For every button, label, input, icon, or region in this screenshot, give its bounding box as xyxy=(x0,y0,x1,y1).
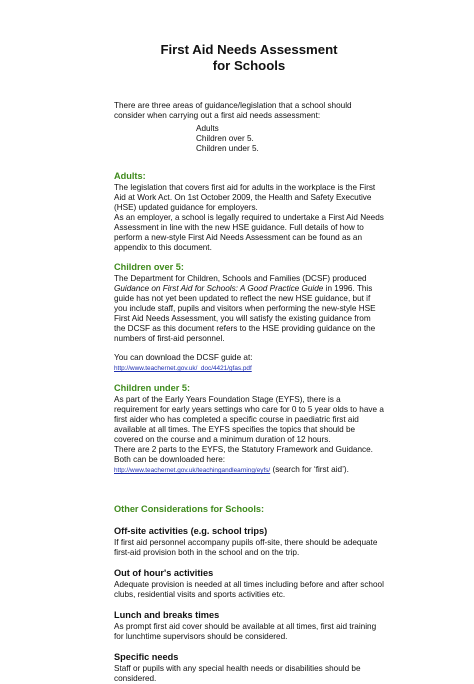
title-line-1: First Aid Needs Assessment xyxy=(160,42,338,57)
eyfs-link-suffix: (search for ‘first aid’). xyxy=(270,465,349,474)
dcsf-guide-title: Guidance on First Aid for Schools: A Good Practice Guide xyxy=(114,284,324,293)
other-considerations-heading: Other Considerations for Schools: xyxy=(114,504,265,514)
eyfs-link-line xyxy=(114,465,384,476)
specific-needs-paragraph: Staff or pupils with any special health needs or disabilities should be considered. xyxy=(114,664,361,683)
area-item: Adults xyxy=(196,124,219,133)
adults-paragraph-1: The legislation that covers first aid for adults in the workplace is the First Aid at Work Act. On 1st October 2009, the Health and Safety Executive (HSE) updated guidance for employers. xyxy=(114,183,376,212)
intro-paragraph: There are three areas of guidance/legislation that a school should consider when carrying out a first aid needs assessment: xyxy=(114,101,352,120)
out-of-hours-paragraph: Adequate provision is needed at all times including before and after school clubs, residential visits and sports activities etc. xyxy=(114,580,384,599)
under5-paragraph-2: There are 2 parts to the EYFS, the Statutory Framework and Guidance. Both can be downloaded here: xyxy=(114,445,373,464)
adults-heading: Adults: xyxy=(114,171,146,181)
offsite-heading: Off-site activities (e.g. school trips) xyxy=(114,526,268,536)
title-line-2: for Schools xyxy=(212,58,286,73)
under5-heading: Children under 5: xyxy=(114,383,191,393)
areas-list xyxy=(114,124,384,154)
lunch-breaks-heading: Lunch and breaks times xyxy=(114,610,220,620)
offsite-paragraph: If first aid personnel accompany pupils off-site, there should be adequate first-aid provision both in the school and on the trip. xyxy=(114,538,378,557)
area-item: Children under 5. xyxy=(196,144,259,153)
over5-text-post: in 1996. This guide has not yet been updated to reflect the new HSE guidance, but if you include staff, pupils and visitors when performing the new-style HSE First Aid Needs Assessment, you will satisfy the existing guidance from the DCSF as this document refers to the HSE providing guidance on the numbers of first-aid personnel. xyxy=(114,284,376,343)
under5-paragraph-1: As part of the Early Years Foundation Stage (EYFS), there is a requirement for early years settings who care for 0 to 5 year olds to have a first aider who has completed a specific course in paediatric first aid available at all times. The EYFS specifies the topics that should be covered on the course and a minimum duration of 12 hours. xyxy=(114,395,384,444)
download-paragraph xyxy=(114,353,384,374)
over5-paragraph xyxy=(114,274,384,344)
area-item: Children over 5. xyxy=(196,134,254,143)
specific-needs-heading: Specific needs xyxy=(114,652,179,662)
over5-text-pre: The Department for Children, Schools and Families (DCSF) produced xyxy=(114,274,367,283)
lunch-breaks-paragraph: As prompt first aid cover should be available at all times, first aid training for lunchtime supervisors should be considered. xyxy=(114,622,377,641)
over5-heading: Children over 5: xyxy=(114,262,184,272)
eyfs-link[interactable]: http://www.teachernet.gov.uk/teachingandlearning/eyfs/ xyxy=(114,467,271,474)
out-of-hours-heading: Out of hour's activities xyxy=(114,568,214,578)
download-text: You can download the DCSF guide at: xyxy=(114,353,253,362)
adults-paragraph-2: As an employer, a school is legally required to undertake a First Aid Needs Assessment in line with the new HSE guidance. Full details of how to perform a new-style First Aid Needs Assessment can be found as an appendix to this document. xyxy=(114,213,384,252)
document-title xyxy=(114,42,384,74)
dcsf-guide-link[interactable]: http://www.teachernet.gov.uk/_doc/4421/gfas.pdf xyxy=(114,365,252,372)
